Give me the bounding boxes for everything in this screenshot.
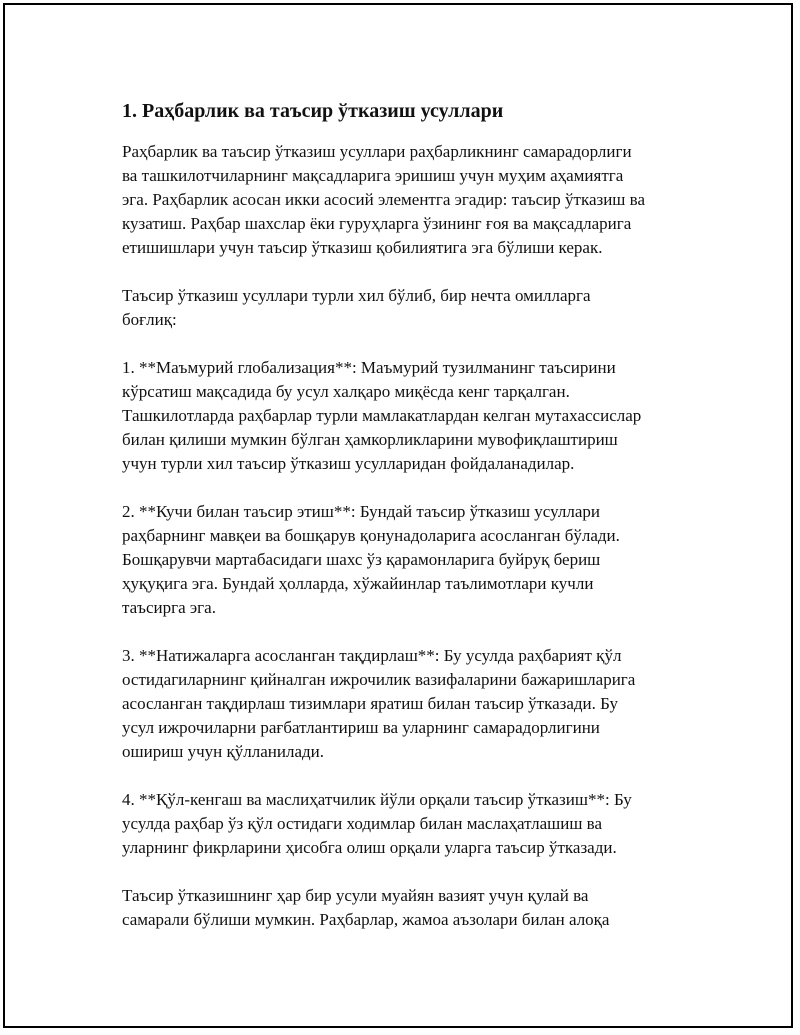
list-item-4: 4. **Қўл-кенгаш ва маслиҳатчилик йўли орқали таъсир ўтказиш**: Бу усулда раҳбар ўз қўл остидаги ходимлар билан маслаҳатлашиш ва уларнинг фикрларини ҳисобга олиш орқали уларга таъсир ўтказади. [122, 790, 632, 857]
paragraph-intro: Раҳбарлик ва таъсир ўтказиш усуллари раҳбарликнинг самарадорлиги ва ташкилотчиларнинг мақсадларига эришиш учун муҳим аҳамиятга эга. Раҳбарлик асосан икки асосий элементга эгадир: таъсир ўтказиш ва кузатиш. Раҳбар шахслар ёки гуруҳларга ўзининг ғоя ва мақсадларига етишишлари учун таъсир ўтказиш қобилиятига эга бўлиши керак. [122, 142, 645, 257]
list-item-1: 1. **Маъмурий глобализация**: Маъмурий тузилманинг таъсирини кўрсатиш мақсадида бу усул халқаро миқёсда кенг тарқалган. Ташкилотларда раҳбарлар турли мамлакатлардан келган мутахассислар билан қилиши мумкин бўлган ҳамкорликларини мувофиқлаштириш учун турли хил таъсир ўтказиш усулларидан фойдаланадилар. [122, 358, 642, 473]
list-item-3: 3. **Натижаларга асосланган тақдирлаш**: Бу усулда раҳбарият қўл остидагиларнинг қийналган ижрочилик вазифаларини бажаришларига асосланган тақдирлаш тизимлари яратиш билан таъсир ўтказади. Бу усул ижрочиларни рағбатлантириш ва уларнинг самарадорлигини ошириш учун қўлланилади. [122, 646, 636, 761]
document-body [122, 97, 707, 956]
list-item-2: 2. **Кучи билан таъсир этиш**: Бундай таъсир ўтказиш усуллари раҳбарнинг мавқеи ва бошқарув қонунадоларига асосланган бўлади. Бошқарувчи мартабасидаги шахс ўз қарамонларига буйруқ бериш ҳуқуқига эга. Бундай ҳолларда, хўжайинлар таълимотлари кучли таъсирга эга. [122, 502, 620, 617]
paragraph-methods-lead: Таъсир ўтказиш усуллари турли хил бўлиб, бир нечта омилларга боғлиқ: [122, 286, 591, 329]
paragraph-conclusion: Таъсир ўтказишнинг ҳар бир усули муайян вазият учун қулай ва самарали бўлиши мумкин. Раҳбарлар, жамоа аъзолари билан алоқа [122, 886, 610, 929]
page-frame [3, 3, 793, 1028]
section-heading: 1. Раҳбарлик ва таъсир ўтказиш усуллари [122, 100, 504, 122]
